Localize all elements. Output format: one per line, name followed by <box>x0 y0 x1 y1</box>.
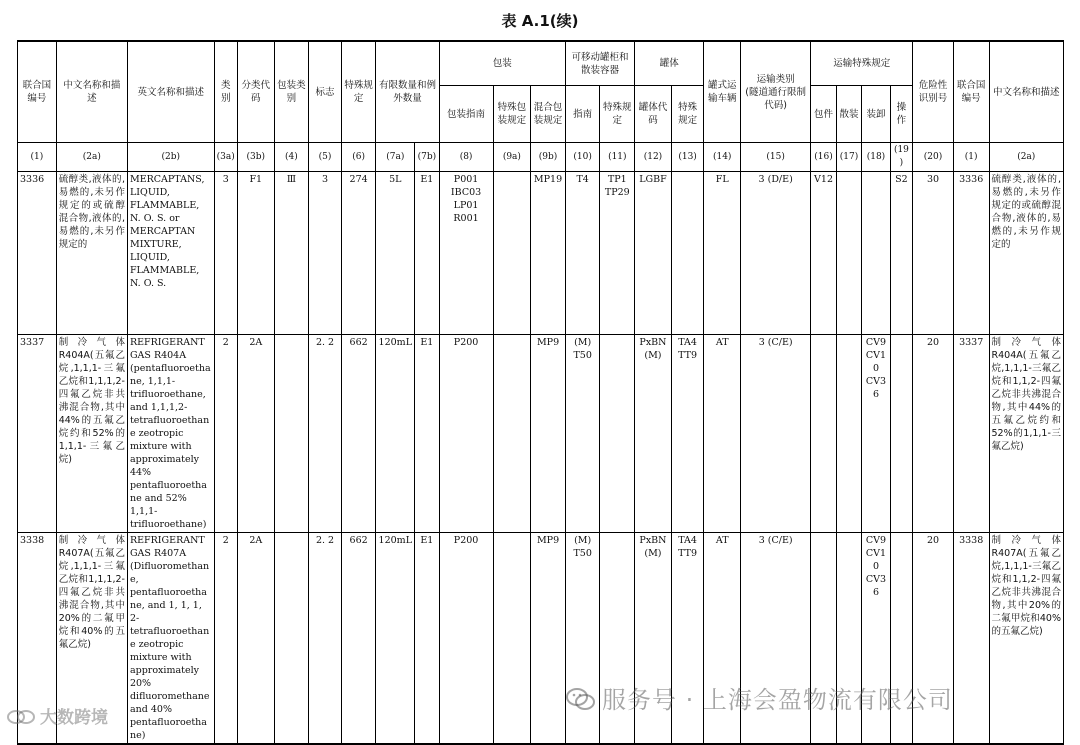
cell-mixed-pack: MP9 <box>531 533 566 745</box>
header-class: 类别 <box>214 41 237 143</box>
cell-class: 2 <box>214 533 237 745</box>
header-name-cn: 中文名称和描述 <box>56 41 127 143</box>
cell-pack-instr: P200 <box>439 533 493 745</box>
cell-vehicle: AT <box>704 533 741 745</box>
cell-load <box>862 172 891 335</box>
col-num: (11) <box>600 143 635 172</box>
cell-transport-cat: 3 (C/E) <box>741 335 811 533</box>
header-op: 操作 <box>890 86 912 143</box>
header-transport-cat <box>741 41 811 143</box>
col-num: (12) <box>635 143 672 172</box>
cell-name-cn: 制冷气体 R407A(五氟乙烷,1,1,1-三氟乙烷和1,1,1,2-四氟乙烷非共沸混合物,其中20%的二氟甲烷和40%的五氟乙烷) <box>56 533 127 745</box>
cell-load: CV9 CV10 CV36 <box>862 335 891 533</box>
cell-tank-special-2 <box>671 172 704 335</box>
cell-tank-special <box>600 335 635 533</box>
cell-special: 662 <box>341 335 376 533</box>
cell-label: 3 <box>309 172 342 335</box>
cell-name-cn: 制冷气体 R404A(五氟乙烷,1,1,1-三氟乙烷和1,1,1,2-四氟乙烷非共沸混合物,其中44%的五氟乙烷约和52%的1,1,1-三氟乙烷) <box>56 335 127 533</box>
col-num: (13) <box>671 143 704 172</box>
cell-tank-special: TP1 TP29 <box>600 172 635 335</box>
cell-special: 274 <box>341 172 376 335</box>
header-vehicle: 罐式运输车辆 <box>704 41 741 143</box>
cell-limited: 5L <box>376 172 415 335</box>
header-special: 特殊规定 <box>341 41 376 143</box>
cell-transport-cat: 3 (D/E) <box>741 172 811 335</box>
cell-vehicle: FL <box>704 172 741 335</box>
cell-name-en: REFRIGERANT GAS R404A (pentafluoroethane, 1,1,1-trifluoroethane, and 1,1,1,2-tetrafluoroethane zeotropic mixture with approximately 44% pentafluoroethane and 52% 1,1,1-trifluoroethane) <box>127 335 214 533</box>
header-tank-special-2: 特殊规定 <box>671 86 704 143</box>
col-num: (4) <box>274 143 309 172</box>
cell-label: 2. 2 <box>309 533 342 745</box>
page-title: 表 A.1(续) <box>501 12 579 30</box>
cell-name-cn: 硫醇类,液体的,易燃的,未另作规定的或硫醇混合物,液体的,易燃的,未另作规定的 <box>56 172 127 335</box>
stamp-text: 大数跨境 <box>40 708 108 728</box>
table-row <box>18 172 1064 335</box>
cell-name-cn-2: 制冷气体 R407A(五氟乙烷,1,1,1-三氟乙烷和1,1,2-四氟乙烷非共沸混合物,其中20%的二氟甲烷和40%的五氟乙烷) <box>989 533 1064 745</box>
cell-label: 2. 2 <box>309 335 342 533</box>
cell-name-en: MERCAPTANS, LIQUID, FLAMMABLE, N. O. S. or MERCAPTAN MIXTURE, LIQUID, FLAMMABLE, N. O. S. <box>127 172 214 335</box>
cell-un-no: 3336 <box>18 172 57 335</box>
cell-transport-cat: 3 (C/E) <box>741 533 811 745</box>
header-name-en: 英文名称和描述 <box>127 41 214 143</box>
header-name-cn-2: 中文名称和描述 <box>989 41 1064 143</box>
col-num: (1) <box>953 143 989 172</box>
cell-class-code: 2A <box>237 533 274 745</box>
cell-class: 3 <box>214 172 237 335</box>
dangerous-goods-table <box>17 40 1064 745</box>
cell-pack-special <box>493 172 531 335</box>
cell-pack-group <box>274 335 309 533</box>
cell-tank-code: LGBF <box>635 172 672 335</box>
cell-excepted: E1 <box>415 533 439 745</box>
cell-hazard-id: 20 <box>913 335 954 533</box>
col-num: (8) <box>439 143 493 172</box>
cell-class-code: 2A <box>237 335 274 533</box>
wechat-icon <box>566 687 596 711</box>
cell-un-no: 3338 <box>18 533 57 745</box>
header-limited: 有限数量和例外数量 <box>376 41 439 143</box>
cell-pack-special <box>493 533 531 745</box>
cell-name-cn-2: 制冷气体 R404A(五氟乙烷,1,1,1-三氟乙烷和1,1,2-四氟乙烷非共沸混合物,其中44%的五氟乙烷约和52%的1,1,1-三氟乙烷) <box>989 335 1064 533</box>
cell-special: 662 <box>341 533 376 745</box>
col-num: (9b) <box>531 143 566 172</box>
col-num: (6) <box>341 143 376 172</box>
cell-un-no-2: 3337 <box>953 335 989 533</box>
cell-pack-group <box>274 533 309 745</box>
cell-tank-special-2: TA4 TT9 <box>671 335 704 533</box>
header-un-no: 联合国编号 <box>18 41 57 143</box>
header-tank-special: 特殊规定 <box>600 86 635 143</box>
col-num: (7b) <box>415 143 439 172</box>
cell-pack-instr: P200 <box>439 335 493 533</box>
header-hazard-id: 危险性识别号 <box>913 41 954 143</box>
cell-pack-instr: P001 IBC03 LP01 R001 <box>439 172 493 335</box>
col-num: (9a) <box>493 143 531 172</box>
cell-vehicle: AT <box>704 335 741 533</box>
col-num: (14) <box>704 143 741 172</box>
cell-un-no: 3337 <box>18 335 57 533</box>
header-load: 装卸 <box>862 86 891 143</box>
cell-tank-special-2: TA4 TT9 <box>671 533 704 745</box>
header-pack-group: 包装类别 <box>274 41 309 143</box>
header-tank: 罐体 <box>635 41 704 86</box>
cell-bulk <box>836 335 861 533</box>
header-pack-special: 特殊包装规定 <box>493 86 531 143</box>
cell-mixed-pack: MP9 <box>531 335 566 533</box>
cell-hazard-id: 30 <box>913 172 954 335</box>
col-num: (16) <box>811 143 836 172</box>
header-transport-cat-label: 运输类别 <box>756 73 795 85</box>
cell-load: CV9 CV10 CV36 <box>862 533 891 745</box>
cell-mixed-pack: MP19 <box>531 172 566 335</box>
cell-pkg <box>811 335 836 533</box>
col-num: (2a) <box>56 143 127 172</box>
link-icon <box>6 708 36 726</box>
col-num: (2b) <box>127 143 214 172</box>
stamp-watermark <box>6 703 108 728</box>
cell-limited: 120mL <box>376 533 415 745</box>
cell-class: 2 <box>214 335 237 533</box>
cell-pkg: V12 <box>811 172 836 335</box>
table-row <box>18 335 1064 533</box>
col-num: (2a) <box>989 143 1064 172</box>
header-portable-tank: 可移动罐柜和散装容器 <box>565 41 634 86</box>
col-num: (18) <box>862 143 891 172</box>
col-num: (3a) <box>214 143 237 172</box>
cell-name-cn-2: 硫醇类,液体的,易燃的,未另作规定的或硫醇混合物,液体的,易燃的,未另作规定的 <box>989 172 1064 335</box>
cell-pack-special <box>493 335 531 533</box>
watermark <box>566 680 953 715</box>
header-class-code: 分类代码 <box>237 41 274 143</box>
col-num: (10) <box>565 143 600 172</box>
header-packaging: 包装 <box>439 41 565 86</box>
header-mixed-pack: 混合包装规定 <box>531 86 566 143</box>
cell-tank-code: PxBN (M) <box>635 335 672 533</box>
header-bulk: 散装 <box>836 86 861 143</box>
col-num: (1) <box>18 143 57 172</box>
cell-excepted: E1 <box>415 172 439 335</box>
cell-un-no-2: 3336 <box>953 172 989 335</box>
cell-pack-group: Ⅲ <box>274 172 309 335</box>
cell-tank-instr: (M) T50 <box>565 533 600 745</box>
cell-op: S2 <box>890 172 912 335</box>
cell-limited: 120mL <box>376 335 415 533</box>
cell-tank-instr: T4 <box>565 172 600 335</box>
col-num: (5) <box>309 143 342 172</box>
header-label: 标志 <box>309 41 342 143</box>
col-num: (17) <box>836 143 861 172</box>
col-num: (15) <box>741 143 811 172</box>
header-pack-instr: 包装指南 <box>439 86 493 143</box>
cell-bulk <box>836 172 861 335</box>
cell-class-code: F1 <box>237 172 274 335</box>
col-num: (3b) <box>237 143 274 172</box>
col-num: (20) <box>913 143 954 172</box>
header-tank-code: 罐体代码 <box>635 86 672 143</box>
header-un-no-2: 联合国编号 <box>953 41 989 143</box>
cell-hazard-id: 20 <box>913 533 954 745</box>
cell-op <box>890 335 912 533</box>
cell-tank-code: PxBN (M) <box>635 533 672 745</box>
col-num: (7a) <box>376 143 415 172</box>
header-tank-instr: 指南 <box>565 86 600 143</box>
cell-tank-instr: (M) T50 <box>565 335 600 533</box>
cell-excepted: E1 <box>415 335 439 533</box>
header-pkg: 包件 <box>811 86 836 143</box>
cell-un-no-2: 3338 <box>953 533 989 745</box>
header-tunnel-code: (隧道通行限制代码) <box>745 86 807 111</box>
watermark-text: 服务号 · 上海会盈物流有限公司 <box>602 686 953 714</box>
col-num: (19) <box>890 143 912 172</box>
cell-name-en: REFRIGERANT GAS R407A (Difluoromethane, pentafluoroethane, and 1, 1, 1, 2-tetrafluoroethane zeotropic mixture with approximately 20% difluoromethane and 40% pentafluoroethane) <box>127 533 214 745</box>
header-transport-special: 运输特殊规定 <box>811 41 913 86</box>
